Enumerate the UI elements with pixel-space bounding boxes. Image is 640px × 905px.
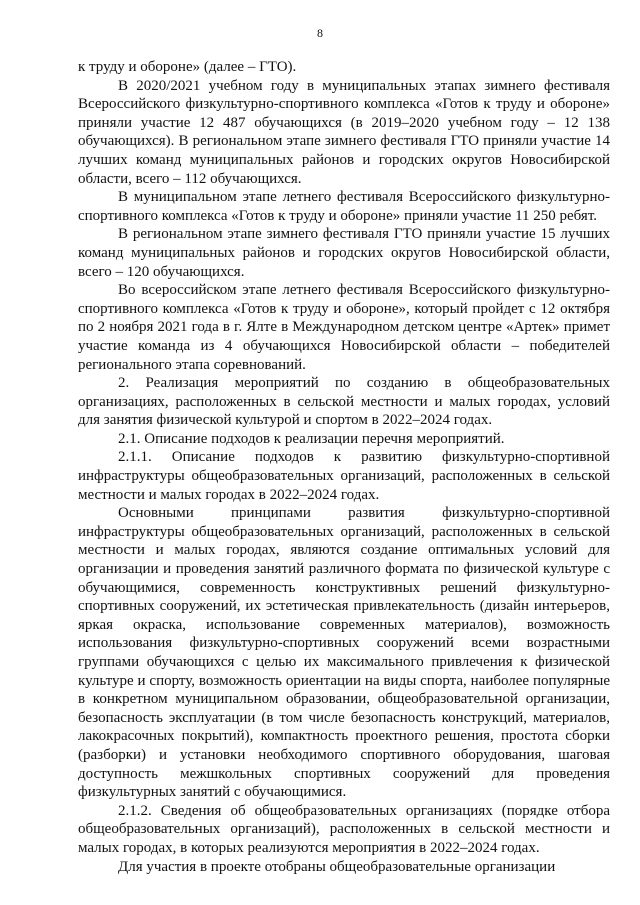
paragraph-winter-festival-municipal: В 2020/2021 учебном году в муниципальных этапах зимнего фестиваля Всероссийского физкультурно-спортивного комплекса «Готов к труду и обороне» приняли участие 12 487 обучающихся (в 2019–2020 учебном году – 12 138 обучающихся). В региональном этапе зимнего фестиваля ГТО приняли участие 14 лучших команд муниципальных районов и городских округов Новосибирской области, всего – 112 обучающихся.	[78, 77, 610, 187]
section-heading-2: 2. Реализация мероприятий по созданию в общеобразовательных организациях, расположенных в сельской местности и малых городах, условий для занятия физической культурой и спортом в 2022–2024 годах.	[78, 375, 610, 429]
paragraph-selection: Для участия в проекте отобраны общеобразовательные организации	[118, 858, 556, 875]
document-body	[78, 58, 610, 876]
section-heading-2-1-1: 2.1.1. Описание подходов к развитию физкультурно-спортивной инфраструктуры общеобразовательных организаций, расположенных в сельской местности и малых городах в 2022–2024 годах.	[78, 449, 610, 503]
paragraph-winter-festival-regional: В региональном этапе зимнего фестиваля ГТО приняли участие 15 лучших команд муниципальных районов и городских округов Новосибирской области, всего – 120 обучающихся.	[78, 226, 610, 280]
paragraph-summer-festival-municipal: В муниципальном этапе летнего фестиваля Всероссийского физкультурно-спортивного комплекса «Готов к труду и обороне» приняли участие 11 250 ребят.	[78, 189, 610, 224]
section-heading-2-1-2: 2.1.2. Сведения об общеобразовательных организациях (порядке отбора общеобразовательных организаций), расположенных в сельской местности и малых городах, в которых реализуются мероприятия в 2022–2024 годах.	[78, 802, 610, 856]
section-heading-2-1: 2.1. Описание подходов к реализации перечня мероприятий.	[118, 430, 505, 447]
paragraph-continuation: к труду и обороне» (далее – ГТО).	[78, 59, 297, 75]
paragraph-summer-festival-national: Во всероссийском этапе летнего фестиваля Всероссийского физкультурно-спортивного комплекса «Готов к труду и обороне», который пройдет с 12 октября по 2 ноября 2021 года в г. Ялте в Международном детском центре «Артек» примет участие команда из 4 обучающихся Новосибирской области – победителей регионального этапа соревнований.	[78, 282, 610, 373]
paragraph-principles: Основными принципами развития физкультурно-спортивной инфраструктуры общеобразовательных организаций, расположенных в сельской местности и малых городах, являются создание оптимальных условий для организации и проведения занятий различного формата по физической культуре с обучающимися, современность конструктивных решений физкультурно-спортивных сооружений, их эстетическая привлекательность (дизайн интерьеров, яркая окраска, использование современных материалов), возможность использования физкультурно-спортивных сооружений всеми возрастными группами обучающихся с целью их максимального привлечения к физической культуре и спорту, возможность ориентации на виды спорта, наиболее популярные в конкретном муниципальном образовании, общеобразовательной организации, безопасность эксплуатации (в том числе безопасность конструкций, материалов, лакокрасочных покрытий), компактность проектного решения, простота сборки (разборки) и установки необходимого спортивного оборудования, шаговая доступность межшкольных спортивных сооружений для проведения физкультурных занятий с обучающимися.	[78, 505, 610, 801]
page-number: 8	[317, 26, 323, 40]
